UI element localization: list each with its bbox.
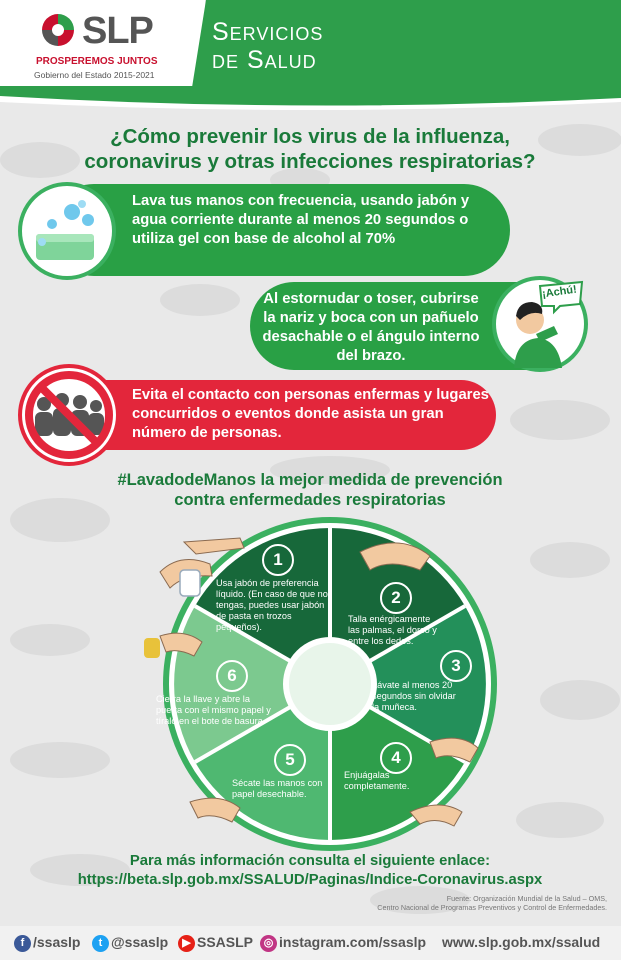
main-title-line-1: ¿Cómo prevenir los virus de la influenza, [110, 125, 510, 148]
instagram-link[interactable] [260, 934, 426, 952]
twitter-link[interactable] [92, 934, 168, 952]
logo-tagline: PROSPEREMOS JUNTOS [36, 56, 158, 67]
handwashing-card [48, 184, 510, 276]
step-3-text: Lávate al menos 20 segundos sin olvidar la muñeca. [372, 680, 456, 712]
source-line-1: Fuente: Organización Mundial de la Salud – OMS, [446, 894, 607, 903]
facebook-link[interactable] [14, 934, 80, 952]
youtube-handle: SSASLP [197, 934, 254, 950]
more-info-block [20, 852, 600, 890]
avoid-contact-text: Evita el contacto con personas enfermas y lugares concurridos o eventos donde asista un gran número de personas. [132, 387, 489, 441]
subtitle-line-2: contra enfermedades respiratorias [174, 491, 446, 509]
department-line-1: Servicios [212, 18, 324, 46]
facebook-icon: f [14, 935, 31, 952]
source-citation [377, 894, 607, 912]
youtube-link[interactable] [178, 934, 253, 952]
logo-text: SLP [82, 10, 153, 52]
step-2-number: 2 [380, 582, 412, 614]
sneezing-person-icon [492, 276, 588, 372]
handwashing-text: Lava tus manos con frecuencia, usando jabón y agua corriente durante al menos 20 segundos o utiliza gel con base de alcohol al 70% [132, 193, 470, 247]
department-line-2: de Salud [212, 46, 317, 74]
no-crowds-icon [18, 364, 120, 466]
more-info-label: Para más información consulta el siguiente enlace: [129, 853, 491, 869]
header-swoosh [0, 86, 621, 116]
youtube-icon: ▶ [178, 935, 195, 952]
step-4-text: Enjuágalas completamente. [344, 770, 410, 791]
website-link[interactable]: www.slp.gob.mx/ssalud [442, 934, 601, 950]
soap-bar-icon [144, 638, 160, 658]
step-6-number: 6 [216, 660, 248, 692]
source-line-2: Centro Nacional de Programas Preventivos y Control de Enfermedades. [377, 903, 607, 912]
main-title [20, 124, 600, 174]
social-links-bar [0, 926, 621, 960]
step-2-text: Talla enérgicamente las palmas, el dorso y entre los dedos. [348, 614, 437, 646]
facebook-handle: /ssaslp [33, 934, 81, 950]
twitter-handle: @ssaslp [111, 934, 169, 950]
soap-icon [18, 182, 116, 280]
department-title [212, 18, 323, 74]
sneezing-text: Al estornudar o toser, cubrirse la nariz y boca con un pañuelo desachable o el ángulo interno del brazo. [262, 291, 480, 364]
twitter-icon: t [92, 935, 109, 952]
step-6-text: Cierra la llave y abre la puerta con el mismo papel y tíralo en el bote de basura. [156, 694, 271, 726]
instagram-icon: ◎ [260, 935, 277, 952]
slp-logo-icon [38, 10, 78, 50]
logo-government: Gobierno del Estado 2015-2021 [34, 70, 155, 80]
main-title-line-2: coronavirus y otras infecciones respiratorias? [84, 150, 536, 173]
instagram-handle: instagram.com/ssaslp [279, 934, 427, 950]
step-1-text: Usa jabón de preferencia líquido. (En caso de que no tengas, puedes usar jabón de pasta en trozos pequeños). [216, 578, 328, 632]
step-4-number: 4 [380, 742, 412, 774]
soap-bottle-icon [180, 570, 200, 596]
step-1-number: 1 [262, 544, 294, 576]
sneeze-bubble-text: ¡Achú! [541, 283, 578, 301]
handwashing-subtitle [40, 470, 580, 510]
subtitle-line-1: #LavadodeManos la mejor medida de prevención [117, 471, 503, 489]
step-5-number: 5 [274, 744, 306, 776]
step-5-text: Sécate las manos con papel desechable. [232, 778, 323, 799]
more-info-link[interactable]: https://beta.slp.gob.mx/SSALUD/Paginas/Indice-Coronavirus.aspx [77, 872, 543, 888]
step-3-number: 3 [440, 650, 472, 682]
